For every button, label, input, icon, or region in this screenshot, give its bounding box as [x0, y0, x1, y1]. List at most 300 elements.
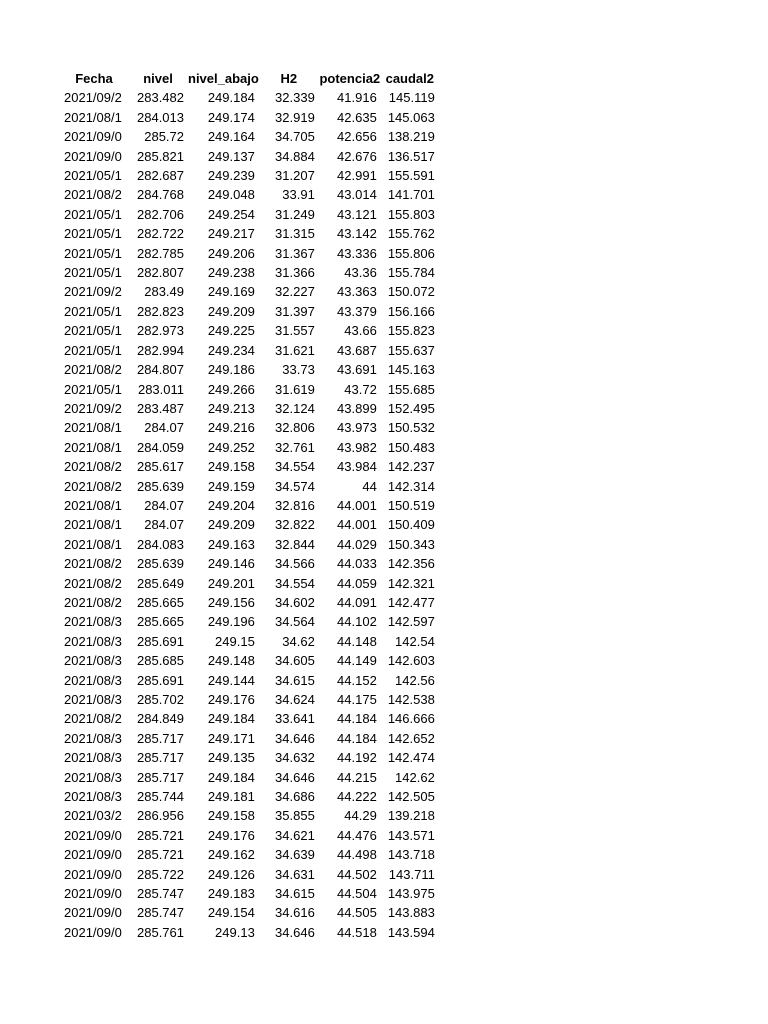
cell-nivel-abajo[interactable]: 249.126 [207, 866, 255, 882]
cell-fecha[interactable]: 2021/08/2 [64, 556, 122, 572]
table-row [60, 903, 439, 922]
table-row [60, 845, 439, 864]
cell-nivel[interactable]: 285.717 [137, 769, 184, 785]
cell-caudal2[interactable]: 145.163 [387, 362, 435, 378]
cell-fecha[interactable]: 2021/09/2 [64, 400, 122, 416]
cell-caudal2[interactable]: 141.701 [387, 187, 435, 203]
cell-potencia2[interactable]: 44.29 [344, 808, 377, 824]
cell-fecha[interactable]: 2021/05/1 [64, 303, 122, 319]
cell-h2[interactable]: 34.631 [275, 866, 315, 882]
cell-nivel-abajo[interactable]: 249.169 [207, 284, 255, 300]
cell-h2[interactable]: 32.816 [275, 497, 315, 513]
cell-fecha[interactable]: 2021/09/0 [64, 924, 122, 940]
cell-h2[interactable]: 34.616 [275, 905, 315, 921]
cell-caudal2[interactable]: 142.505 [387, 789, 435, 805]
cell-nivel[interactable]: 285.717 [137, 750, 184, 766]
cell-h2[interactable]: 31.315 [275, 226, 315, 242]
cell-fecha[interactable]: 2021/09/2 [64, 90, 122, 106]
cell-potencia2[interactable]: 44.476 [337, 827, 377, 843]
cell-fecha[interactable]: 2021/08/2 [64, 711, 122, 727]
cell-caudal2[interactable]: 155.823 [387, 323, 435, 339]
cell-fecha[interactable]: 2021/08/3 [64, 633, 122, 649]
cell-h2[interactable]: 34.615 [275, 886, 315, 902]
cell-nivel-abajo[interactable]: 249.238 [207, 265, 255, 281]
table-row [60, 671, 439, 690]
cell-caudal2[interactable]: 150.483 [387, 439, 435, 455]
cell-caudal2[interactable]: 142.603 [387, 653, 435, 669]
cell-caudal2[interactable]: 142.538 [387, 692, 435, 707]
cell-fecha[interactable]: 2021/05/1 [64, 168, 122, 184]
cell-nivel[interactable]: 284.07 [144, 420, 184, 436]
table-row [60, 127, 439, 146]
cell-fecha[interactable]: 2021/08/1 [64, 420, 122, 436]
cell-nivel[interactable]: 285.639 [137, 478, 184, 494]
column-header-caudal2[interactable]: caudal2 [385, 71, 435, 86]
cell-fecha[interactable]: 2021/03/2 [64, 808, 122, 824]
cell-nivel[interactable]: 285.722 [137, 866, 184, 882]
cell-fecha[interactable]: 2021/08/1 [64, 536, 122, 552]
cell-nivel[interactable]: 285.665 [137, 594, 184, 610]
cell-nivel-abajo[interactable]: 249.154 [207, 905, 255, 921]
cell-nivel-abajo[interactable]: 249.184 [207, 769, 255, 785]
cell-h2[interactable]: 33.91 [282, 187, 315, 203]
cell-nivel[interactable]: 285.821 [137, 148, 184, 164]
cell-nivel-abajo[interactable]: 249.159 [207, 478, 255, 494]
cell-h2[interactable]: 31.207 [275, 168, 315, 184]
cell-h2[interactable]: 32.822 [275, 517, 315, 533]
table-row [60, 263, 439, 282]
cell-h2[interactable]: 34.605 [275, 653, 315, 669]
table-row [60, 806, 439, 825]
cell-h2[interactable]: 32.339 [275, 90, 315, 106]
cell-potencia2[interactable]: 44.505 [337, 905, 377, 921]
table-row [60, 748, 439, 767]
cell-nivel[interactable]: 284.849 [137, 711, 184, 727]
cell-nivel[interactable]: 283.011 [137, 381, 184, 397]
cell-nivel[interactable]: 285.617 [137, 459, 184, 475]
table-row [60, 185, 439, 204]
cell-potencia2[interactable]: 42.676 [337, 148, 377, 164]
cell-potencia2[interactable]: 44.029 [337, 536, 377, 552]
table-row [60, 321, 439, 340]
cell-h2[interactable]: 34.615 [275, 672, 315, 688]
table-row [60, 651, 439, 670]
cell-h2[interactable]: 35.855 [275, 808, 315, 824]
cell-caudal2[interactable]: 143.975 [387, 886, 435, 902]
cell-potencia2[interactable]: 44.033 [337, 556, 377, 572]
cell-potencia2[interactable]: 42.656 [337, 129, 377, 145]
cell-h2[interactable]: 34.632 [275, 750, 315, 766]
cell-nivel[interactable]: 282.706 [137, 206, 184, 222]
cell-h2[interactable]: 32.124 [275, 400, 315, 416]
cell-nivel[interactable]: 285.691 [137, 672, 184, 688]
cell-fecha[interactable]: 2021/08/1 [64, 497, 122, 513]
cell-nivel-abajo[interactable]: 249.206 [207, 245, 255, 261]
cell-potencia2[interactable]: 44.091 [337, 594, 377, 610]
cell-caudal2[interactable]: 155.685 [387, 381, 435, 397]
cell-caudal2[interactable]: 139.218 [387, 808, 435, 824]
cell-fecha[interactable]: 2021/08/3 [64, 614, 122, 630]
cell-fecha[interactable]: 2021/08/2 [64, 575, 122, 591]
cell-nivel-abajo[interactable]: 249.181 [207, 789, 255, 805]
table-row [60, 244, 439, 263]
cell-fecha[interactable]: 2021/08/2 [64, 478, 122, 494]
cell-nivel-abajo[interactable]: 249.146 [207, 556, 255, 572]
cell-nivel[interactable]: 284.013 [137, 109, 184, 125]
cell-caudal2[interactable]: 155.803 [387, 206, 435, 222]
cell-potencia2[interactable]: 43.121 [337, 206, 377, 222]
cell-potencia2[interactable]: 43.899 [337, 400, 377, 416]
cell-caudal2[interactable]: 156.166 [387, 303, 435, 319]
cell-h2[interactable]: 34.646 [275, 924, 315, 940]
cell-h2[interactable]: 31.557 [275, 323, 315, 339]
cell-nivel[interactable]: 285.721 [137, 847, 184, 863]
cell-h2[interactable]: 31.366 [275, 265, 315, 281]
cell-fecha[interactable]: 2021/08/2 [64, 187, 122, 203]
cell-nivel[interactable]: 285.747 [137, 886, 184, 902]
cell-nivel[interactable]: 282.722 [137, 226, 184, 242]
cell-fecha[interactable]: 2021/08/3 [64, 750, 122, 766]
cell-nivel-abajo[interactable]: 249.184 [207, 711, 255, 727]
cell-caudal2[interactable]: 138.219 [387, 129, 435, 145]
cell-potencia2[interactable]: 43.336 [337, 245, 377, 261]
cell-potencia2[interactable]: 44.184 [337, 711, 377, 727]
cell-nivel[interactable]: 284.07 [144, 497, 184, 513]
cell-caudal2[interactable]: 143.571 [387, 827, 435, 843]
cell-h2[interactable]: 32.806 [275, 420, 315, 436]
cell-nivel-abajo[interactable]: 249.217 [207, 226, 255, 242]
cell-potencia2[interactable]: 44.215 [337, 769, 377, 785]
cell-nivel[interactable]: 282.823 [137, 303, 184, 319]
cell-potencia2[interactable]: 44.192 [337, 750, 377, 766]
cell-caudal2[interactable]: 155.591 [387, 168, 435, 184]
cell-potencia2[interactable]: 44.498 [337, 847, 377, 863]
cell-potencia2[interactable]: 44.102 [337, 614, 377, 630]
table-row [60, 632, 439, 651]
cell-nivel-abajo[interactable]: 249.216 [207, 420, 255, 436]
cell-nivel[interactable]: 285.691 [137, 633, 184, 649]
cell-fecha[interactable]: 2021/08/2 [64, 459, 122, 475]
cell-caudal2[interactable]: 155.637 [387, 342, 435, 358]
cell-potencia2[interactable]: 43.72 [344, 381, 377, 397]
cell-caudal2[interactable]: 150.072 [387, 284, 435, 300]
cell-fecha[interactable]: 2021/08/3 [64, 692, 122, 707]
table-row [60, 399, 439, 418]
cell-caudal2[interactable]: 142.477 [387, 594, 435, 610]
cell-h2[interactable]: 34.646 [275, 769, 315, 785]
cell-potencia2[interactable]: 44.149 [337, 653, 377, 669]
cell-h2[interactable]: 32.919 [275, 109, 315, 125]
cell-fecha[interactable]: 2021/09/0 [64, 866, 122, 882]
cell-potencia2[interactable]: 42.991 [337, 168, 377, 184]
cell-fecha[interactable]: 2021/09/0 [64, 847, 122, 863]
cell-h2[interactable]: 34.639 [275, 847, 315, 863]
cell-nivel[interactable]: 284.083 [137, 536, 184, 552]
cell-nivel-abajo[interactable]: 249.213 [207, 400, 255, 416]
cell-h2[interactable]: 34.564 [275, 614, 315, 630]
cell-caudal2[interactable]: 142.237 [387, 459, 435, 475]
cell-h2[interactable]: 31.619 [275, 381, 315, 397]
cell-fecha[interactable]: 2021/09/0 [64, 905, 122, 921]
cell-nivel-abajo[interactable]: 249.234 [207, 342, 255, 358]
cell-h2[interactable]: 31.367 [275, 245, 315, 261]
cell-nivel[interactable]: 282.994 [137, 342, 184, 358]
cell-fecha[interactable]: 2021/09/2 [64, 284, 122, 300]
cell-nivel-abajo[interactable]: 249.137 [207, 148, 255, 164]
header-row [60, 69, 439, 88]
cell-nivel-abajo[interactable]: 249.158 [207, 808, 255, 824]
cell-nivel-abajo[interactable]: 249.148 [207, 653, 255, 669]
cell-fecha[interactable]: 2021/08/1 [64, 439, 122, 455]
cell-potencia2[interactable]: 43.142 [337, 226, 377, 242]
cell-nivel-abajo[interactable]: 249.239 [207, 168, 255, 184]
column-header-nivel[interactable]: nivel [143, 71, 173, 86]
column-header-nivel-abajo[interactable]: nivel_abajo [188, 71, 259, 86]
cell-h2[interactable]: 34.554 [275, 459, 315, 475]
cell-nivel[interactable]: 285.72 [144, 129, 184, 145]
table-row [60, 147, 439, 166]
table-row [60, 380, 439, 399]
cell-h2[interactable]: 33.641 [275, 711, 315, 727]
cell-caudal2[interactable]: 142.474 [387, 750, 435, 766]
cell-fecha[interactable]: 2021/08/1 [64, 517, 122, 533]
cell-nivel[interactable]: 285.717 [137, 730, 184, 746]
cell-nivel-abajo[interactable]: 249.158 [207, 459, 255, 475]
cell-caudal2[interactable]: 142.356 [387, 556, 435, 572]
cell-potencia2[interactable]: 44.059 [337, 575, 377, 591]
cell-caudal2[interactable]: 146.666 [387, 711, 435, 727]
cell-nivel[interactable]: 285.721 [137, 827, 184, 843]
cell-h2[interactable]: 32.761 [275, 439, 315, 455]
cell-caudal2[interactable]: 142.62 [395, 769, 435, 785]
cell-caudal2[interactable]: 136.517 [387, 148, 435, 164]
cell-nivel[interactable]: 283.482 [137, 90, 184, 106]
cell-potencia2[interactable]: 44.001 [337, 497, 377, 513]
cell-nivel[interactable]: 284.059 [137, 439, 184, 455]
cell-nivel-abajo[interactable]: 249.048 [207, 187, 255, 203]
cell-potencia2[interactable]: 43.363 [337, 284, 377, 300]
cell-caudal2[interactable]: 155.784 [387, 265, 435, 281]
cell-nivel-abajo[interactable]: 249.144 [207, 672, 255, 688]
cell-nivel[interactable]: 285.639 [137, 556, 184, 572]
cell-nivel[interactable]: 282.785 [137, 245, 184, 261]
cell-caudal2[interactable]: 145.063 [387, 109, 435, 125]
cell-nivel[interactable]: 285.685 [137, 653, 184, 669]
cell-fecha[interactable]: 2021/05/1 [64, 245, 122, 261]
cell-potencia2[interactable]: 44.152 [337, 672, 377, 688]
cell-fecha[interactable]: 2021/09/0 [64, 129, 122, 145]
table-row [60, 923, 439, 942]
cell-nivel[interactable]: 282.973 [137, 323, 184, 339]
cell-caudal2[interactable]: 143.711 [388, 866, 435, 882]
cell-fecha[interactable]: 2021/08/2 [64, 594, 122, 610]
cell-fecha[interactable]: 2021/05/1 [64, 226, 122, 242]
cell-h2[interactable]: 34.554 [275, 575, 315, 591]
cell-caudal2[interactable]: 142.56 [395, 672, 435, 688]
cell-nivel[interactable]: 285.747 [137, 905, 184, 921]
cell-fecha[interactable]: 2021/08/3 [64, 789, 122, 805]
column-header-potencia2[interactable]: potencia2 [319, 71, 381, 86]
cell-potencia2[interactable]: 43.014 [337, 187, 377, 203]
cell-nivel-abajo[interactable]: 249.176 [207, 827, 255, 843]
table-row [60, 418, 439, 437]
cell-nivel-abajo[interactable]: 249.201 [207, 575, 255, 591]
cell-potencia2[interactable]: 44.504 [337, 886, 377, 902]
cell-nivel-abajo[interactable]: 249.209 [207, 303, 255, 319]
cell-fecha[interactable]: 2021/09/0 [64, 886, 122, 902]
cell-nivel[interactable]: 285.649 [137, 575, 184, 591]
cell-h2[interactable]: 32.844 [275, 536, 315, 552]
cell-nivel-abajo[interactable]: 249.163 [207, 536, 255, 552]
cell-h2[interactable]: 34.62 [282, 633, 315, 649]
column-header-h2[interactable]: H2 [280, 71, 298, 86]
cell-caudal2[interactable]: 155.762 [387, 226, 435, 242]
cell-caudal2[interactable]: 145.119 [388, 90, 435, 106]
cell-nivel[interactable]: 283.49 [144, 284, 184, 300]
cell-nivel-abajo[interactable]: 249.183 [207, 886, 255, 902]
table-row [60, 612, 439, 631]
cell-nivel-abajo[interactable]: 249.186 [207, 362, 255, 378]
cell-potencia2[interactable]: 42.635 [337, 109, 377, 125]
cell-fecha[interactable]: 2021/08/2 [64, 362, 122, 378]
cell-nivel-abajo[interactable]: 249.15 [215, 633, 255, 649]
cell-h2[interactable]: 31.249 [275, 206, 315, 222]
cell-caudal2[interactable]: 155.806 [387, 245, 435, 261]
cell-nivel[interactable]: 284.768 [137, 187, 184, 203]
cell-h2[interactable]: 31.397 [275, 303, 315, 319]
cell-caudal2[interactable]: 143.883 [387, 905, 435, 921]
cell-h2[interactable]: 34.566 [275, 556, 315, 572]
cell-nivel-abajo[interactable]: 249.196 [207, 614, 255, 630]
cell-nivel-abajo[interactable]: 249.252 [207, 439, 255, 455]
cell-caudal2[interactable]: 150.343 [387, 536, 435, 552]
cell-h2[interactable]: 34.705 [275, 129, 315, 145]
cell-nivel[interactable]: 282.807 [137, 265, 184, 281]
cell-nivel-abajo[interactable]: 249.225 [207, 323, 255, 339]
cell-potencia2[interactable]: 43.691 [337, 362, 377, 378]
column-header-fecha[interactable]: Fecha [75, 71, 113, 86]
cell-nivel-abajo[interactable]: 249.174 [207, 109, 255, 125]
cell-potencia2[interactable]: 44.502 [337, 866, 377, 882]
cell-caudal2[interactable]: 142.652 [387, 730, 435, 746]
cell-nivel[interactable]: 285.761 [137, 924, 184, 940]
table-row [60, 884, 439, 903]
cell-fecha[interactable]: 2021/09/0 [64, 148, 122, 164]
cell-nivel-abajo[interactable]: 249.184 [207, 90, 255, 106]
cell-caudal2[interactable]: 143.718 [387, 847, 435, 863]
table-row [60, 515, 439, 534]
cell-h2[interactable]: 34.624 [275, 692, 315, 707]
cell-fecha[interactable]: 2021/08/3 [64, 653, 122, 669]
cell-potencia2[interactable]: 44.175 [337, 692, 377, 707]
cell-h2[interactable]: 32.227 [275, 284, 315, 300]
cell-potencia2[interactable]: 43.379 [337, 303, 377, 319]
cell-caudal2[interactable]: 142.597 [387, 614, 435, 630]
cell-nivel[interactable]: 284.07 [144, 517, 184, 533]
cell-fecha[interactable]: 2021/08/3 [64, 672, 122, 688]
cell-fecha[interactable]: 2021/09/0 [64, 827, 122, 843]
cell-fecha[interactable]: 2021/08/1 [64, 109, 122, 125]
cell-nivel-abajo[interactable]: 249.13 [215, 924, 255, 940]
cell-h2[interactable]: 34.686 [275, 789, 315, 805]
cell-caudal2[interactable]: 152.495 [387, 400, 435, 416]
cell-potencia2[interactable]: 43.36 [344, 265, 377, 281]
cell-h2[interactable]: 34.621 [275, 827, 315, 843]
cell-potencia2[interactable]: 43.687 [337, 342, 377, 358]
cell-caudal2[interactable]: 143.594 [387, 924, 435, 940]
cell-fecha[interactable]: 2021/08/3 [64, 769, 122, 785]
cell-nivel[interactable]: 283.487 [137, 400, 184, 416]
cell-potencia2[interactable]: 43.984 [337, 459, 377, 475]
cell-h2[interactable]: 34.574 [275, 478, 315, 494]
cell-nivel-abajo[interactable]: 249.156 [207, 594, 255, 610]
cell-fecha[interactable]: 2021/08/3 [64, 730, 122, 746]
cell-potencia2[interactable]: 43.66 [344, 323, 377, 339]
cell-potencia2[interactable]: 43.982 [337, 439, 377, 455]
cell-nivel[interactable]: 285.744 [137, 789, 184, 805]
cell-h2[interactable]: 33.73 [282, 362, 315, 378]
cell-potencia2[interactable]: 44.222 [337, 789, 377, 805]
cell-nivel-abajo[interactable]: 249.266 [207, 381, 255, 397]
cell-nivel-abajo[interactable]: 249.135 [207, 750, 255, 766]
cell-potencia2[interactable]: 41.916 [337, 90, 377, 106]
table-row [60, 826, 439, 845]
cell-nivel[interactable]: 282.687 [137, 168, 184, 184]
cell-nivel-abajo[interactable]: 249.164 [207, 129, 255, 145]
table-row [60, 768, 439, 787]
cell-caudal2[interactable]: 142.314 [387, 478, 435, 494]
cell-potencia2[interactable]: 43.973 [337, 420, 377, 436]
table-row [60, 282, 439, 301]
cell-nivel[interactable]: 285.665 [137, 614, 184, 630]
cell-potencia2[interactable]: 44 [362, 478, 377, 494]
cell-caudal2[interactable]: 150.519 [387, 497, 435, 513]
cell-fecha[interactable]: 2021/05/1 [64, 265, 122, 281]
table-row [60, 574, 439, 593]
cell-nivel-abajo[interactable]: 249.162 [207, 847, 255, 863]
table-row [60, 554, 439, 573]
cell-caudal2[interactable]: 142.321 [387, 575, 435, 591]
cell-fecha[interactable]: 2021/05/1 [64, 323, 122, 339]
cell-potencia2[interactable]: 44.148 [337, 633, 377, 649]
cell-nivel-abajo[interactable]: 249.254 [207, 206, 255, 222]
cell-nivel[interactable]: 285.702 [137, 692, 184, 707]
cell-fecha[interactable]: 2021/05/1 [64, 381, 122, 397]
table-row [60, 360, 439, 379]
cell-h2[interactable]: 34.646 [275, 730, 315, 746]
cell-h2[interactable]: 31.621 [275, 342, 315, 358]
cell-caudal2[interactable]: 150.409 [387, 517, 435, 533]
cell-nivel-abajo[interactable]: 249.171 [207, 730, 255, 746]
cell-nivel-abajo[interactable]: 249.176 [207, 692, 255, 707]
table-row [60, 477, 439, 496]
cell-caudal2[interactable]: 150.532 [387, 420, 435, 436]
table-row [60, 166, 439, 185]
cell-nivel[interactable]: 286.956 [137, 808, 184, 824]
cell-nivel-abajo[interactable]: 249.209 [207, 517, 255, 533]
cell-fecha[interactable]: 2021/05/1 [64, 342, 122, 358]
cell-potencia2[interactable]: 44.001 [337, 517, 377, 533]
data-table [60, 69, 439, 942]
cell-nivel-abajo[interactable]: 249.204 [207, 497, 255, 513]
cell-potencia2[interactable]: 44.518 [337, 924, 377, 940]
cell-potencia2[interactable]: 44.184 [337, 730, 377, 746]
cell-caudal2[interactable]: 142.54 [395, 633, 435, 649]
cell-nivel[interactable]: 284.807 [137, 362, 184, 378]
cell-h2[interactable]: 34.602 [275, 594, 315, 610]
cell-fecha[interactable]: 2021/05/1 [64, 206, 122, 222]
cell-h2[interactable]: 34.884 [275, 148, 315, 164]
